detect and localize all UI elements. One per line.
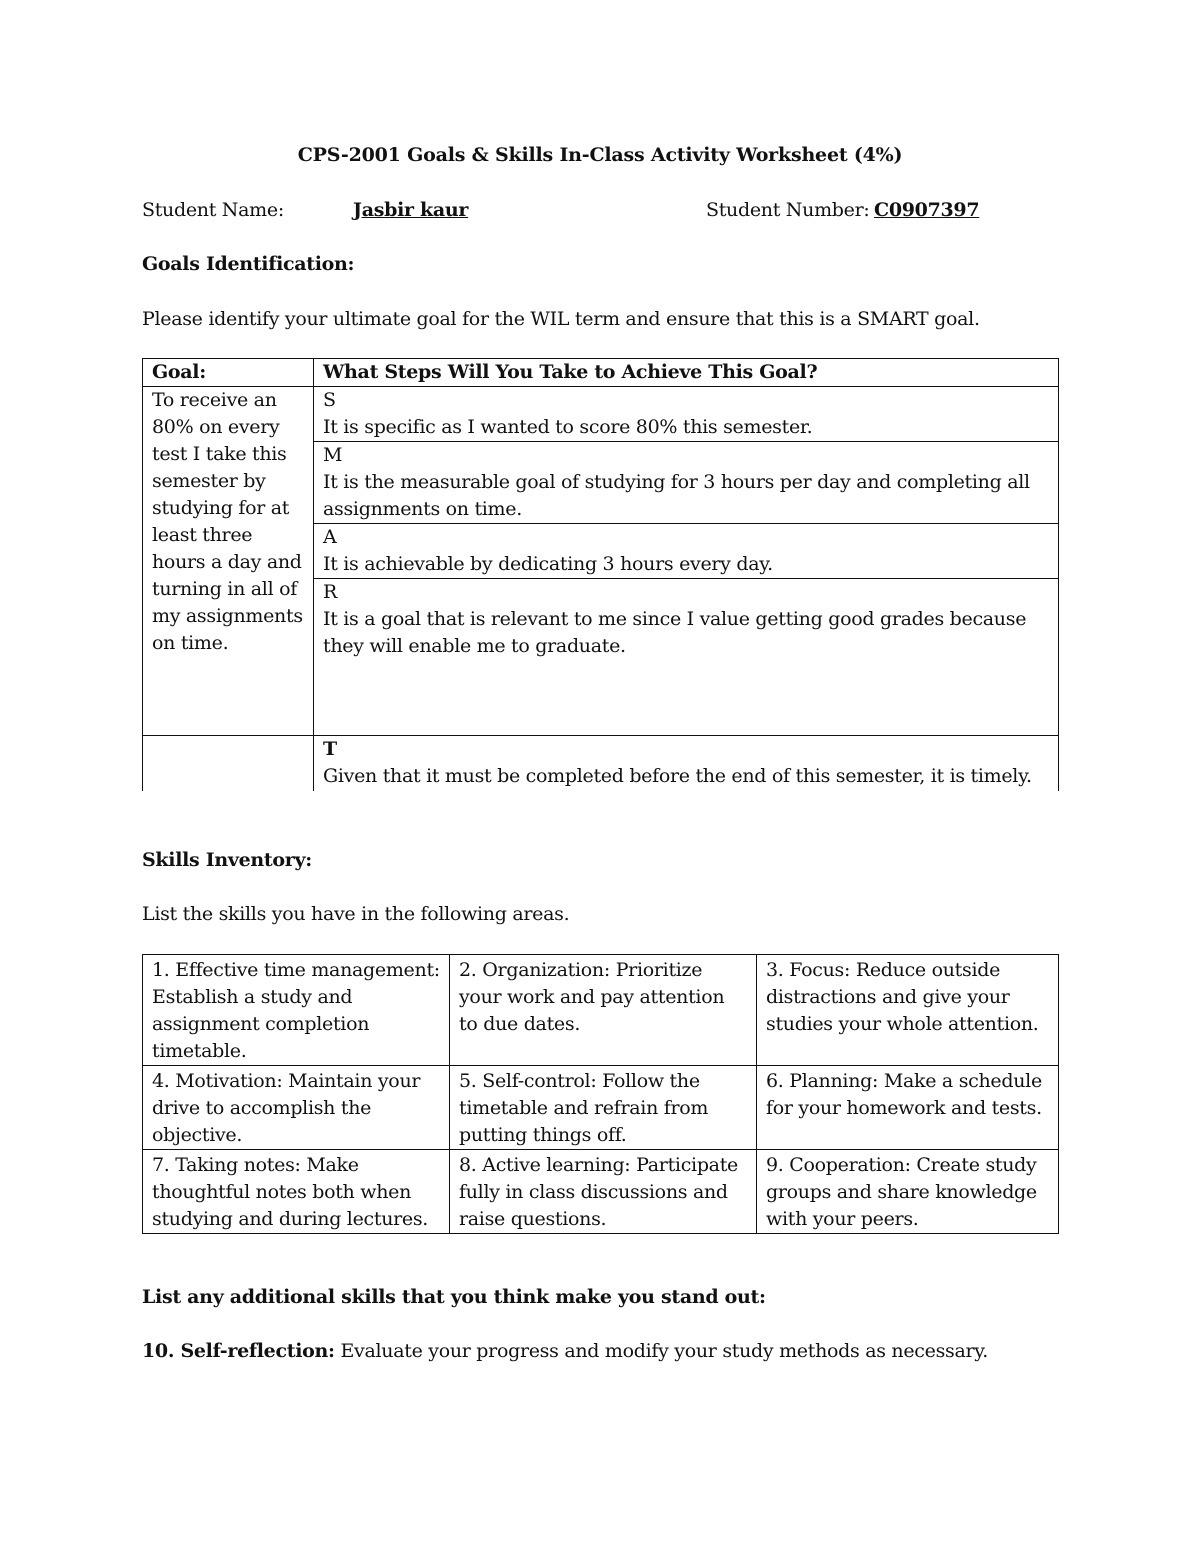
smart-text-t: Given that it must be completed before the end of this semester, it is timely. (323, 765, 1032, 787)
smart-letter-r: R (323, 581, 338, 603)
goal-text-cell (143, 387, 314, 736)
smart-text-a: It is achievable by dedicating 3 hours every day. (323, 553, 773, 575)
goal-column-header: Goal: (143, 359, 314, 387)
skills-table (142, 954, 1059, 1234)
skill-cell-2: 2. Organization: Prioritize your work and pay attention to due dates. (450, 955, 757, 1066)
skills-row-2 (143, 1066, 1059, 1150)
skill-cell-9: 9. Cooperation: Create study groups and share knowledge with your peers. (757, 1150, 1059, 1234)
smart-text-m: It is the measurable goal of studying for 3 hours per day and completing all assignments on time. (323, 471, 1030, 520)
goal-table-header-row (143, 359, 1059, 387)
student-number-value: C0907397 (874, 199, 980, 221)
smart-cell-a (314, 524, 1059, 579)
skills-row-1 (143, 955, 1059, 1066)
smart-letter-a: A (323, 526, 337, 548)
smart-row-s (143, 387, 1059, 442)
smart-text-r: It is a goal that is relevant to me since I value getting good grades because they will enable me to graduate. (323, 608, 1027, 657)
skills-heading: Skills Inventory: (142, 849, 312, 871)
skill-cell-3: 3. Focus: Reduce outside distractions and give your studies your whole attention. (757, 955, 1059, 1066)
skill-cell-8: 8. Active learning: Participate fully in class discussions and raise questions. (450, 1150, 757, 1234)
goal-empty-cell (143, 736, 314, 791)
student-number-label: Student Number: (706, 199, 870, 221)
smart-text-s: It is specific as I wanted to score 80% this semester. (323, 416, 813, 438)
page-title: CPS-2001 Goals & Skills In-Class Activity Worksheet (4%) (297, 144, 903, 166)
additional-skills-heading: List any additional skills that you think make you stand out: (142, 1286, 766, 1308)
skill-cell-6: 6. Planning: Make a schedule for your homework and tests. (757, 1066, 1059, 1150)
smart-cell-r (314, 579, 1059, 736)
smart-cell-t (314, 736, 1059, 791)
skill-cell-5: 5. Self-control: Follow the timetable and refrain from putting things off. (450, 1066, 757, 1150)
additional-skill-item (142, 1338, 988, 1365)
goal-text: To receive an 80% on every test I take this semester by studying for at least three hours a day and turning in all of my assignments on time. (152, 389, 303, 654)
smart-cell-m (314, 442, 1059, 524)
smart-letter-t: T (323, 738, 337, 760)
skill-cell-1: 1. Effective time management: Establish a study and assignment completion timetable. (143, 955, 450, 1066)
skills-row-3 (143, 1150, 1059, 1234)
student-name-label: Student Name: (142, 199, 284, 221)
smart-cell-s (314, 387, 1059, 442)
smart-letter-s: S (323, 389, 336, 411)
skill-cell-7: 7. Taking notes: Make thoughtful notes both when studying and during lectures. (143, 1150, 450, 1234)
additional-skill-text: Evaluate your progress and modify your study methods as necessary. (340, 1340, 988, 1362)
steps-column-header: What Steps Will You Take to Achieve This Goal? (314, 359, 1059, 387)
additional-skill-label: 10. Self-reflection: (142, 1340, 335, 1362)
skills-instruction: List the skills you have in the following areas. (142, 903, 570, 925)
goals-heading: Goals Identification: (142, 253, 355, 275)
skill-cell-4: 4. Motivation: Maintain your drive to accomplish the objective. (143, 1066, 450, 1150)
goals-instruction: Please identify your ultimate goal for the WIL term and ensure that this is a SMART goal. (142, 308, 980, 330)
student-name-value: Jasbir kaur (353, 199, 469, 221)
smart-row-t (143, 736, 1059, 791)
goal-table (142, 358, 1059, 791)
smart-letter-m: M (323, 444, 343, 466)
